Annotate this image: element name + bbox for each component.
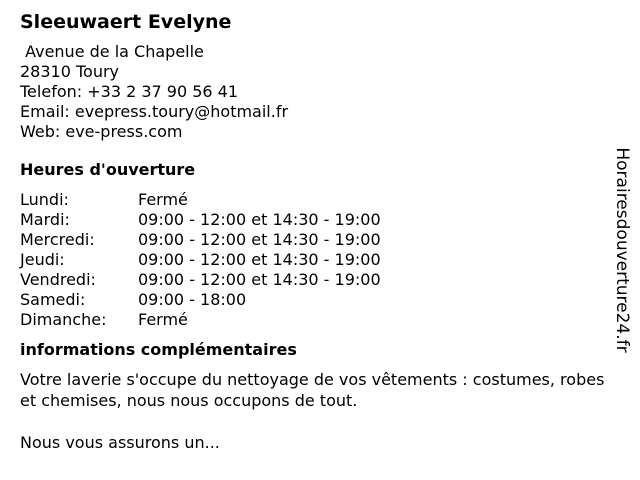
site-watermark: Horairesdouverture24.fr xyxy=(612,147,632,353)
day-label: Dimanche: xyxy=(20,310,107,329)
time-value: 09:00 - 18:00 xyxy=(138,290,247,309)
email-address[interactable]: Email: evepress.toury@hotmail.fr xyxy=(20,102,289,121)
info-heading: informations complémentaires xyxy=(20,340,297,359)
day-label: Jeudi: xyxy=(20,250,65,269)
day-label: Samedi: xyxy=(20,290,86,309)
time-value: 09:00 - 12:00 et 14:30 - 19:00 xyxy=(138,210,381,229)
contact-block xyxy=(20,42,610,142)
hours-row xyxy=(20,290,381,310)
day-label: Mardi: xyxy=(20,210,70,229)
hours-row xyxy=(20,210,381,230)
info-teaser: Nous vous assurons un... xyxy=(20,433,220,452)
website-link[interactable]: Web: eve-press.com xyxy=(20,122,183,141)
hours-row xyxy=(20,230,381,250)
business-name: Sleeuwaert Evelyne xyxy=(20,11,232,33)
hours-heading: Heures d'ouverture xyxy=(20,160,196,179)
time-value: 09:00 - 12:00 et 14:30 - 19:00 xyxy=(138,250,381,269)
hours-row xyxy=(20,310,381,330)
time-value: Fermé xyxy=(138,310,188,329)
hours-row xyxy=(20,190,381,210)
address-street: Avenue de la Chapelle xyxy=(20,42,204,61)
day-label: Mercredi: xyxy=(20,230,95,249)
hours-row xyxy=(20,250,381,270)
hours-row xyxy=(20,270,381,290)
day-label: Lundi: xyxy=(20,190,69,209)
business-card xyxy=(20,10,610,453)
time-value: 09:00 - 12:00 et 14:30 - 19:00 xyxy=(138,230,381,249)
phone-number[interactable]: Telefon: +33 2 37 90 56 41 xyxy=(20,82,239,101)
opening-hours-table xyxy=(20,190,381,330)
day-label: Vendredi: xyxy=(20,270,96,289)
time-value: Fermé xyxy=(138,190,188,209)
address-city: 28310 Toury xyxy=(20,62,120,81)
info-description: Votre laverie s'occupe du nettoyage de vos vêtements : costumes, robes et chemises, nous nous occupons de tout. xyxy=(20,370,605,410)
time-value: 09:00 - 12:00 et 14:30 - 19:00 xyxy=(138,270,381,289)
